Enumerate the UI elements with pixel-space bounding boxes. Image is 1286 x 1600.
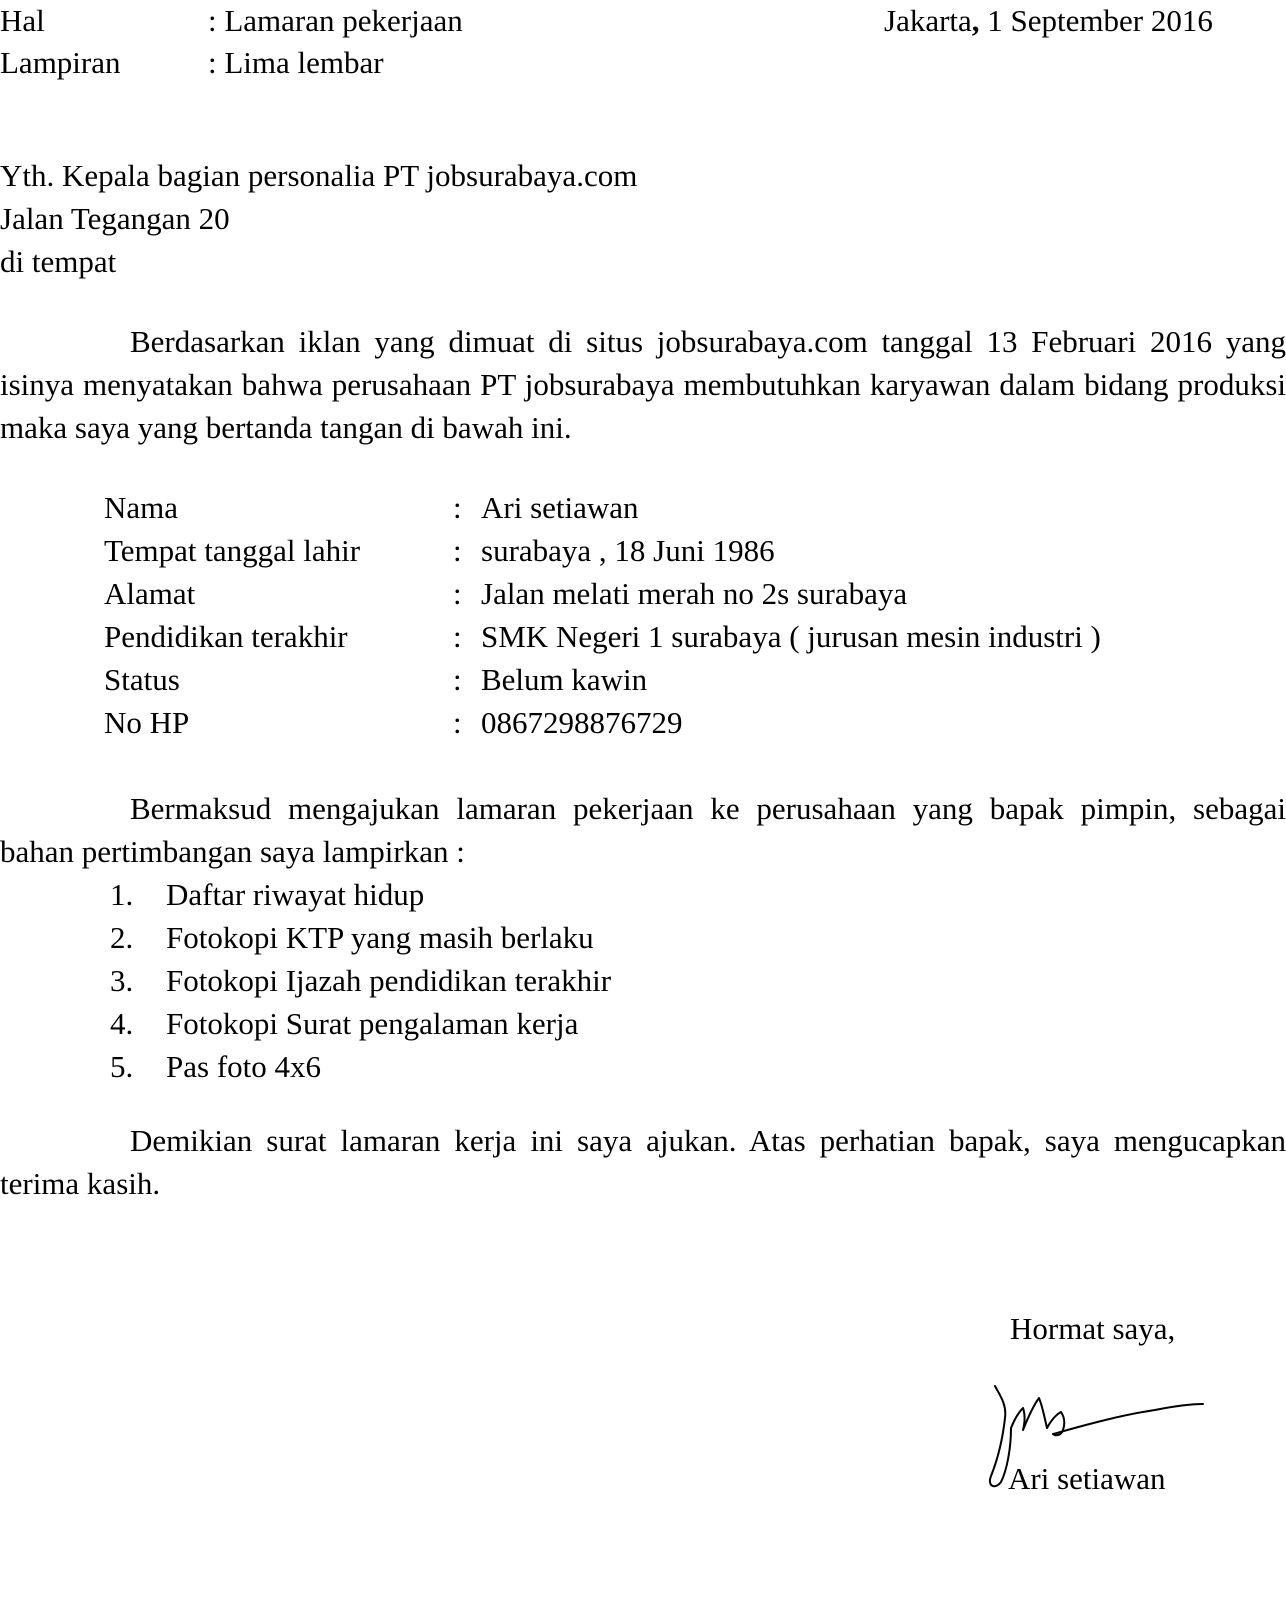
data-colon: : xyxy=(453,490,462,525)
intro-paragraph xyxy=(0,320,1286,449)
list-number: 1. xyxy=(110,877,134,912)
data-label: Alamat xyxy=(104,576,196,611)
closing-paragraph-text: Demikian surat lamaran kerja ini saya ajukan. Atas perhatian bapak, saya mengucapkan terima kasih. xyxy=(0,1123,1286,1201)
purpose-paragraph xyxy=(0,787,1286,873)
data-row-alamat xyxy=(104,572,1244,615)
data-value: SMK Negeri 1 surabaya ( jurusan mesin industri ) xyxy=(481,619,1101,654)
data-value: Jalan melati merah no 2s surabaya xyxy=(481,576,908,611)
hal-value: : Lamaran pekerjaan xyxy=(208,3,463,38)
purpose-paragraph-text: Bermaksud mengajukan lamaran pekerjaan ke perusahaan yang bapak pimpin, sebagai bahan pertimbangan saya lampirkan : xyxy=(0,791,1286,869)
recipient-line-1: Yth. Kepala bagian personalia PT jobsurabaya.com xyxy=(0,158,638,193)
date-rest: 1 September 2016 xyxy=(979,3,1213,38)
lampiran-value: : Lima lembar xyxy=(208,45,384,80)
list-text: Daftar riwayat hidup xyxy=(166,877,425,912)
list-text: Pas foto 4x6 xyxy=(166,1049,321,1084)
hal-label: Hal xyxy=(0,3,45,38)
data-colon: : xyxy=(453,619,462,654)
signatory-name: Ari setiawan xyxy=(1008,1461,1166,1496)
list-text: Fotokopi Ijazah pendidikan terakhir xyxy=(166,963,612,998)
data-value: surabaya , 18 Juni 1986 xyxy=(481,533,775,568)
data-colon: : xyxy=(453,533,462,568)
list-number: 2. xyxy=(110,920,134,955)
data-label: No HP xyxy=(104,705,190,740)
data-label: Pendidikan terakhir xyxy=(104,619,348,654)
data-label: Tempat tanggal lahir xyxy=(104,533,361,568)
date-city: Jakarta xyxy=(884,3,972,38)
lampiran-label: Lampiran xyxy=(0,45,121,80)
list-number: 3. xyxy=(110,963,134,998)
letter-date xyxy=(884,5,1213,36)
data-colon: : xyxy=(453,662,462,697)
intro-paragraph-text: Berdasarkan iklan yang dimuat di situs jobsurabaya.com tanggal 13 Februari 2016 yang isinya menyatakan bahwa perusahaan PT jobsurabaya membutuhkan karyawan dalam bidang produksi maka saya yang bertanda tangan di bawah ini. xyxy=(0,324,1286,445)
data-colon: : xyxy=(453,576,462,611)
data-colon: : xyxy=(453,705,462,740)
list-text: Fotokopi KTP yang masih berlaku xyxy=(166,920,594,955)
closing-paragraph xyxy=(0,1119,1286,1205)
recipient-line-2: Jalan Tegangan 20 xyxy=(0,201,230,236)
closing-salutation: Hormat saya, xyxy=(1010,1311,1176,1346)
data-row-status xyxy=(104,658,1244,701)
date-comma: , xyxy=(971,3,980,38)
data-row-nama xyxy=(104,486,1244,529)
data-label: Status xyxy=(104,662,180,697)
data-value: 0867298876729 xyxy=(481,705,683,740)
data-label: Nama xyxy=(104,490,179,525)
list-number: 5. xyxy=(110,1049,134,1084)
recipient-line-3: di tempat xyxy=(0,244,117,279)
data-row-hp xyxy=(104,701,1244,744)
list-number: 4. xyxy=(110,1006,134,1041)
data-value: Belum kawin xyxy=(481,662,648,697)
data-value: Ari setiawan xyxy=(481,490,639,525)
data-row-ttl xyxy=(104,529,1244,572)
data-row-pendidikan xyxy=(104,615,1244,658)
list-text: Fotokopi Surat pengalaman kerja xyxy=(166,1006,579,1041)
